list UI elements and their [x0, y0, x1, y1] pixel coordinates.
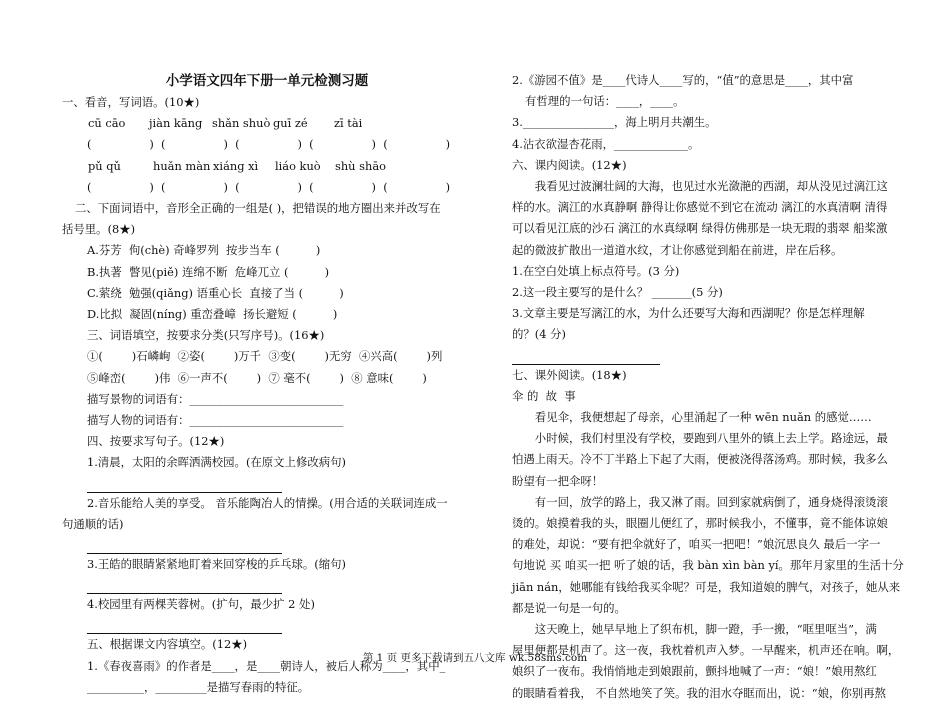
sentence-q2: 2.音乐能给人美的享受。 音乐能陶冶人的情操。(用合适的关联词连成一 — [87, 495, 448, 510]
reading-q2[interactable]: 2.这一段主要写的是什么？ _______(5 分) — [512, 285, 723, 300]
option-b: B.执著 瞥见(piě) 连绵不断 危峰兀立 ( ) — [87, 264, 330, 279]
pinyin-item: liáo kuò — [275, 158, 321, 173]
section-6-heading: 六、课内阅读。(12★) — [512, 157, 627, 172]
option-a: A.芬芳 佝(chè) 奇峰罗列 按步当车 ( ) — [87, 243, 321, 258]
fill-q1-cont[interactable]: __________，_________是描写春雨的特征。 — [87, 679, 310, 694]
story-line: 看见伞，我便想起了母亲，心里涌起了一种 wēn nuǎn 的感觉…… — [534, 410, 872, 425]
answer-line[interactable] — [87, 615, 282, 634]
fill-q4[interactable]: 4.沾衣欲湿杏花雨，_____________。 — [512, 136, 700, 151]
fill-q2[interactable]: 2.《游园不值》是____代诗人____写的，“值”的意思是____，其中富 — [512, 73, 854, 87]
answer-line[interactable] — [87, 535, 282, 554]
story-line: 这天晚上，她早早地上了织布机，脚一蹬，手一搬，“哐里哐当”，满 — [534, 622, 877, 637]
section-7-heading: 七、课外阅读。(18★) — [512, 367, 627, 382]
right-column — [512, 70, 904, 704]
pinyin-row-2 — [62, 156, 472, 177]
fill-q3[interactable]: 3.________________，海上明月共潮生。 — [512, 115, 717, 130]
story-line: 小时候，我们村里没有学校，要跑到八里外的镇上去上学。路途远，最 — [534, 431, 888, 446]
section-3-heading: 三、词语填空，按要求分类(只写序号)。(16★) — [87, 328, 325, 343]
pinyin-item: guī zé — [273, 116, 308, 131]
reading-q1: 1.在空白处填上标点符号。(3 分) — [512, 263, 680, 278]
pinyin-item: cū cāo — [88, 116, 126, 131]
story-title: 伞 的 故 事 — [512, 388, 576, 403]
fill-q1[interactable]: 1.《春夜喜雨》的作者是____，是____朝诗人，被后人称为____，其中_ — [87, 658, 446, 673]
story-line: 都是说一句是一句的。 — [512, 600, 626, 615]
answer-line[interactable] — [87, 575, 282, 594]
answer-line[interactable] — [87, 474, 282, 493]
story-line: jiān nán，她哪能有钱给我买伞呢？可是，我知道娘的脾气，对孩子，她从来 — [512, 579, 901, 594]
answer-line[interactable] — [512, 346, 660, 365]
story-line: 娘织了一夜布。我悄悄地走到娘跟前，颤抖地喊了一声：“娘！”娘用熬红 — [512, 664, 877, 679]
option-c: C.萦绕 勉强(qiǎng) 语重心长 直接了当 ( ) — [87, 285, 344, 300]
answer-parens-row-1[interactable]: ( ) ( ) ( ) ( ) ( ) — [87, 137, 451, 152]
scenery-words-line[interactable]: 描写景物的词语有：___________________________ — [87, 391, 344, 406]
option-d: D.比拟 凝固(níng) 重峦叠嶂 扬长避短 ( ) — [87, 307, 338, 322]
pinyin-item: zī tài — [334, 116, 363, 131]
pinyin-item: pǔ qǔ — [88, 158, 121, 173]
left-column — [62, 70, 472, 698]
reading-q3: 3.文章主要是写漓江的水，为什么还要写大海和西湖呢？你是怎样理解 — [512, 306, 865, 321]
passage-line: 样的水。漓江的水真静啊 静得让你感觉不到它在流动 漓江的水真清啊 清得 — [512, 200, 888, 215]
story-line: 有一回，放学的路上，我又淋了雨。回到家就病倒了，通身烧得滚烫滚 — [534, 494, 888, 509]
story-line: 屋里便都是机声了。这一夜，我枕着机声入梦。一早醒来，机声还在响。啊， — [512, 643, 900, 658]
pinyin-item: shǎn shuò — [212, 116, 271, 131]
story-line: 盼望有一把伞呀！ — [512, 473, 604, 488]
fill-q2-cont[interactable]: 有哲理的一句话：____，____。 — [525, 94, 685, 109]
passage-line: 我看见过波澜壮阔的大海，也见过水光潋滟的西湖，却从没见过漓江这 — [534, 179, 888, 194]
page-footer: 第 1 页 更多下载请到五八文库 wk.58sms.com — [362, 652, 588, 664]
reading-q3-cont: 的？(4 分) — [512, 327, 566, 342]
story-line: 烫的。娘摸着我的头，眼圈儿便红了，那时候我小，不懂事，竟不能体谅娘 — [512, 516, 888, 531]
section-5-heading: 五、根据课文内容填空。(12★) — [87, 637, 248, 652]
sentence-q3: 3.王皓的眼睛紧紧地盯着来回穿梭的乒乓球。(缩句) — [87, 557, 346, 572]
story-line: 句地说 买 咱买一把 听了娘的话，我 bàn xìn bàn yí。那年月家里的生活十分 — [512, 558, 904, 573]
pinyin-item: jiàn kāng — [149, 116, 203, 131]
pinyin-item: xiáng xì — [213, 158, 259, 173]
story-line: 怕遇上雨天。冷不丁半路上下起了大雨，便被浇得落汤鸡。那时候，我多么 — [512, 452, 888, 467]
story-line: 的难处，却说：“要有把伞就好了，咱买一把吧！”娘沉思良久 最后一字一 — [512, 537, 881, 552]
pinyin-item: shù shāo — [335, 158, 386, 173]
fill-row-1[interactable]: ①( )石嶙峋 ②姿( )万千 ③变( )无穷 ④兴高( )列 — [87, 349, 443, 364]
sentence-q1: 1.清晨，太阳的余晖洒满校园。(在原文上修改病句) — [87, 455, 346, 470]
passage-line: 可以看见江底的沙石 漓江的水真绿啊 绿得仿佛那是一块无瑕的翡翠 船桨激 — [512, 221, 888, 236]
passage-line: 起的微波扩散出一道道水纹，才让你感觉到船在前进，岸在后移。 — [512, 242, 843, 257]
pinyin-row-1 — [62, 113, 472, 134]
section-2-heading-cont: 括号里。(8★) — [62, 222, 136, 237]
answer-parens-row-2[interactable]: ( ) ( ) ( ) ( ) ( ) — [87, 179, 451, 194]
page-title: 小学语文四年下册一单元检测习题 — [165, 73, 369, 89]
section-1-heading: 一、看音，写词语。(10★) — [62, 95, 200, 109]
section-4-heading: 四、按要求写句子。(12★) — [87, 434, 225, 449]
people-words-line[interactable]: 描写人物的词语有：___________________________ — [87, 413, 344, 428]
pinyin-item: huǎn màn — [153, 158, 211, 173]
story-line: 的眼睛看着我， 不自然地笑了笑。我的泪水夺眶而出，说：“娘，你别再熬 — [512, 685, 886, 700]
fill-row-2[interactable]: ⑤峰峦( )伟 ⑥一声不( ) ⑦ 毫不( ) ⑧ 意味( ) — [87, 370, 427, 385]
sentence-q4: 4.校园里有两棵芙蓉树。(扩句，最少扩 2 处) — [87, 597, 315, 612]
sentence-q2-cont: 句通顺的话) — [62, 516, 124, 531]
section-2-heading: 二、下面词语中，音形全正确的一组是( )，把错误的地方圈出来并改写在 — [75, 201, 441, 216]
